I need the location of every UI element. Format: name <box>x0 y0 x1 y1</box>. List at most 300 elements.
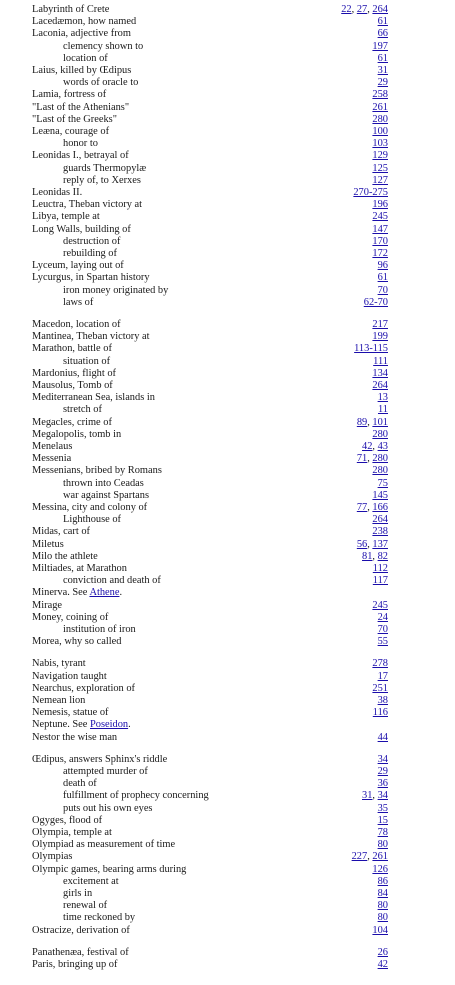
index-entry: Long Walls, building of <box>32 223 131 235</box>
page-references <box>378 636 388 648</box>
page-references <box>372 102 388 114</box>
index-entry: Lamia, fortress of <box>32 89 107 101</box>
index-entry: Mantinea, Theban victory at <box>32 331 150 343</box>
page-link[interactable]: 61 <box>377 272 388 284</box>
page-references <box>378 912 388 924</box>
index-entry: Leonidas I., betrayal of <box>32 150 129 162</box>
index-entry-row <box>0 53 455 65</box>
index-entry: Nearchus, exploration of <box>32 682 136 694</box>
page-link[interactable]: 89 <box>356 416 368 428</box>
page-link[interactable]: 31 <box>377 65 388 76</box>
page-references <box>378 959 388 971</box>
page-link[interactable]: 112 <box>372 563 388 574</box>
index-subentry: destruction of <box>63 235 121 247</box>
page-link[interactable]: 22 <box>341 4 352 15</box>
page-references <box>373 575 388 587</box>
page-references <box>354 343 388 355</box>
page-references <box>372 658 388 670</box>
index-entry-row <box>0 297 455 309</box>
index-entry-row <box>0 600 455 612</box>
index-entry: Miletus <box>32 538 64 550</box>
page-link[interactable]: 199 <box>372 331 388 343</box>
page-link[interactable]: 137 <box>372 538 388 550</box>
index-subentry: reply of, to Xerxes <box>63 174 141 186</box>
index-entry-row <box>0 441 455 453</box>
page-link[interactable]: 71 <box>356 453 368 465</box>
index-entry: Neptune. See Poseidon. <box>32 719 131 731</box>
page-references <box>372 150 388 162</box>
page-references <box>372 211 388 223</box>
index-entry: Leonidas II. <box>32 187 83 198</box>
page-link[interactable]: 43 <box>377 441 388 452</box>
index-subentry: fulfillment of prophecy concerning <box>63 790 209 802</box>
index-entry-row <box>0 925 455 937</box>
index-entry-row <box>0 211 455 223</box>
index-entry-row <box>0 815 455 827</box>
page-link[interactable]: 125 <box>372 162 388 174</box>
page-link[interactable]: 111 <box>373 355 388 367</box>
index-subentry: Lighthouse of <box>63 514 122 526</box>
page-references <box>372 683 388 695</box>
index-entry-row <box>0 175 455 187</box>
page-references <box>378 732 388 744</box>
page-references <box>372 224 388 236</box>
index-entry: Libya, temple at <box>32 211 100 223</box>
page-link[interactable]: 26 <box>377 946 388 958</box>
index-subentry: thrown into Ceadas <box>63 477 144 489</box>
index-subentry: rebuilding of <box>63 248 117 259</box>
page-references <box>372 41 388 53</box>
index-entry: Ogyges, flood of <box>32 814 103 826</box>
index-entry: Œdipus, answers Sphinx's riddle <box>32 753 168 765</box>
page-references <box>378 16 388 28</box>
index-entry: Olympias <box>32 851 73 863</box>
index-entry-row <box>0 754 455 766</box>
index-subentry: girls in <box>63 888 93 899</box>
index-entry-row <box>0 150 455 162</box>
page-link[interactable]: 78 <box>377 827 388 838</box>
page-references <box>372 429 388 441</box>
index-entry-row <box>0 138 455 150</box>
index-entry: Megalopolis, tomb in <box>32 428 122 440</box>
index-entry: Nemean lion <box>32 695 86 706</box>
page-link[interactable]: 245 <box>372 211 388 223</box>
page-link[interactable]: 70 <box>377 284 388 296</box>
index-entry-row <box>0 947 455 959</box>
index-entry: Menelaus <box>32 441 73 452</box>
index-entry-row <box>0 404 455 416</box>
page-link[interactable]: 103 <box>372 138 388 150</box>
page-references <box>378 754 388 766</box>
page-link[interactable]: 29 <box>377 77 388 89</box>
page-link[interactable]: 11 <box>377 404 388 416</box>
page-references <box>372 380 388 392</box>
page-link[interactable]: 170 <box>372 235 388 247</box>
index-entry: Milo the athlete <box>32 550 98 562</box>
page-link[interactable]: 113-115 <box>354 343 388 355</box>
page-references <box>378 272 388 284</box>
index-entry-row <box>0 126 455 138</box>
page-link[interactable]: 75 <box>377 477 388 489</box>
page-references <box>378 803 388 815</box>
page-references <box>378 285 388 297</box>
index-entry-row <box>0 502 455 514</box>
page-link[interactable]: 104 <box>372 924 388 936</box>
index-entry-row <box>0 732 455 744</box>
page-references <box>378 404 388 416</box>
index-entry-row <box>0 803 455 815</box>
index-entry-row <box>0 102 455 114</box>
page-references <box>372 114 388 126</box>
index-entry: Messenians, bribed by Romans <box>32 465 162 477</box>
page-link[interactable]: 258 <box>372 89 388 101</box>
page-references <box>378 778 388 790</box>
index-entry-row <box>0 671 455 683</box>
see-also-link[interactable]: Athene <box>89 587 120 599</box>
index-entry: Paris, bringing up of <box>32 959 118 970</box>
page-references <box>372 864 388 876</box>
index-entry: Mardonius, flight of <box>32 367 116 379</box>
page-link[interactable]: 261 <box>372 101 388 113</box>
page-link[interactable]: 86 <box>377 875 388 887</box>
index-entry: Olympic games, bearing arms during <box>32 863 187 875</box>
index-subentry: excitement at <box>63 875 119 887</box>
index-entry-row <box>0 876 455 888</box>
page-references: 81, 82 <box>362 550 388 562</box>
page-references <box>378 624 388 636</box>
page-link[interactable]: 166 <box>372 502 388 513</box>
page-references <box>373 563 388 575</box>
index-entry-row <box>0 224 455 236</box>
index-entry: Leæna, courage of <box>32 126 110 137</box>
page-link[interactable]: 100 <box>372 126 388 137</box>
index-entry-row <box>0 272 455 284</box>
index-entry: Mediterranean Sea, islands in <box>32 392 155 404</box>
page-link[interactable]: 145 <box>372 489 388 501</box>
index-entry-row <box>0 380 455 392</box>
page-link[interactable]: 245 <box>372 599 388 611</box>
page-references <box>372 126 388 138</box>
page-references <box>373 707 388 719</box>
page-link[interactable]: 278 <box>372 658 388 670</box>
page-link[interactable]: 134 <box>372 367 388 379</box>
index-entry: Navigation taught <box>32 670 107 682</box>
index-subentry: conviction and death of <box>63 575 161 587</box>
index-subentry: iron money originated by <box>63 284 169 296</box>
index-entry-row <box>0 766 455 778</box>
index-subentry: laws of <box>63 296 94 308</box>
index-entry: Olympia, temple at <box>32 827 112 838</box>
index-entry: Olympiad as measurement of time <box>32 839 176 851</box>
index-entry-row <box>0 77 455 89</box>
index-entry: Macedon, location of <box>32 319 121 330</box>
page-references <box>372 248 388 260</box>
index-entry-row <box>0 587 455 599</box>
page-references <box>378 947 388 959</box>
page-link[interactable]: 197 <box>372 40 388 52</box>
page-references <box>378 671 388 683</box>
page-references: 31, 34 <box>362 790 388 802</box>
index-entry-row <box>0 539 455 551</box>
page-link[interactable]: 261 <box>372 851 388 863</box>
index-entry-row <box>0 343 455 355</box>
index-entry-row <box>0 575 455 587</box>
index-entry-row <box>0 514 455 526</box>
index-entry: Leuctra, Theban victory at <box>32 199 143 211</box>
page-references <box>378 827 388 839</box>
page-link[interactable]: 280 <box>372 465 388 477</box>
page-link[interactable]: 17 <box>377 670 388 682</box>
page-link[interactable]: 13 <box>377 392 388 404</box>
index-entry: Mausolus, Tomb of <box>32 380 113 391</box>
index-subentry: honor to <box>63 138 98 150</box>
page-references <box>364 297 388 309</box>
index-entry-row <box>0 65 455 77</box>
page-link[interactable]: 280 <box>372 113 388 125</box>
index-entry-row <box>0 163 455 175</box>
page-references <box>378 53 388 65</box>
page-link[interactable]: 264 <box>372 380 388 391</box>
index-entry: Messenia <box>32 453 72 465</box>
index-entry: Laconia, adjective from <box>32 28 131 40</box>
page-link[interactable]: 227 <box>351 851 368 863</box>
page-references <box>378 695 388 707</box>
page-references <box>378 478 388 490</box>
page-references <box>378 900 388 912</box>
index-entry-row <box>0 888 455 900</box>
page-references <box>372 331 388 343</box>
page-references <box>372 199 388 211</box>
index-entry-row <box>0 839 455 851</box>
index-entry: Minerva. See Athene. <box>32 587 123 599</box>
page-references: 22, 27, 264 <box>341 4 388 15</box>
index-subentry: time reckoned by <box>63 912 136 924</box>
page-link[interactable]: 270-275 <box>353 187 388 198</box>
page-link[interactable]: 264 <box>372 514 388 526</box>
page-link[interactable]: 116 <box>372 707 388 719</box>
index-entry-row <box>0 89 455 101</box>
page-references <box>378 876 388 888</box>
page-link[interactable]: 129 <box>372 150 388 162</box>
index-entry: Midas, cart of <box>32 526 90 538</box>
index-subentry: institution of iron <box>63 624 136 635</box>
page-link[interactable]: 101 <box>372 416 388 428</box>
index-entry-row <box>0 478 455 490</box>
index-entry: Ostracize, derivation of <box>32 924 130 936</box>
page-link[interactable]: 34 <box>377 753 388 765</box>
index-entry: "Last of the Athenians" <box>32 101 130 113</box>
index-entry-row <box>0 526 455 538</box>
page-link[interactable]: 80 <box>377 839 388 851</box>
index-entry-row <box>0 356 455 368</box>
page-references: 227, 261 <box>351 851 388 863</box>
page-references <box>372 138 388 150</box>
page-references <box>378 77 388 89</box>
page-link[interactable]: 280 <box>372 453 388 465</box>
index-entry-row <box>0 453 455 465</box>
index-entry-row <box>0 248 455 260</box>
index-entry: Miltiades, at Marathon <box>32 563 127 574</box>
page-link[interactable]: 280 <box>372 428 388 440</box>
page-references <box>372 465 388 477</box>
index-entry-row <box>0 695 455 707</box>
page-link[interactable]: 27 <box>356 4 368 15</box>
index-entry: Megacles, crime of <box>32 416 112 428</box>
page-link[interactable]: 196 <box>372 199 388 211</box>
page-link[interactable]: 34 <box>377 790 388 802</box>
index-entry: Money, coining of <box>32 611 109 623</box>
index-entry: Messina, city and colony of <box>32 502 148 513</box>
index-entry-row <box>0 236 455 248</box>
index-entry: Labyrinth of Crete <box>32 4 110 15</box>
page-link[interactable]: 96 <box>377 260 388 272</box>
index-entry-row <box>0 864 455 876</box>
page-link[interactable]: 251 <box>372 682 388 694</box>
page-references <box>372 925 388 937</box>
page-references: 77, 166 <box>356 502 388 513</box>
index-subentry: attempted murder of <box>63 766 148 777</box>
page-references <box>372 89 388 101</box>
index-entry-row <box>0 319 455 331</box>
index-entry-row <box>0 612 455 624</box>
index-subentry: renewal of <box>63 900 108 912</box>
index-entry-row <box>0 683 455 695</box>
page-link[interactable]: 42 <box>377 959 388 970</box>
page-link[interactable]: 217 <box>372 319 388 330</box>
index-entry: Nestor the wise man <box>32 731 118 743</box>
page-references: 71, 280 <box>356 453 388 465</box>
index-subentry: location of <box>63 52 108 64</box>
index-subentry: war against Spartans <box>63 489 149 501</box>
page-references <box>372 163 388 175</box>
page-link[interactable]: 147 <box>372 223 388 235</box>
page-link[interactable]: 36 <box>377 778 388 790</box>
page-references <box>372 514 388 526</box>
index-subentry: stretch of <box>63 404 102 416</box>
page-references <box>378 612 388 624</box>
page-references <box>378 766 388 778</box>
index-entry: Laius, killed by Œdipus <box>32 65 132 76</box>
index-entry: Lyceum, laying out of <box>32 260 124 272</box>
index-subentry: death of <box>63 778 97 790</box>
see-also-link[interactable]: Poseidon <box>90 719 129 731</box>
index-entry: Panathenæa, festival of <box>32 946 129 958</box>
index-entry: Nabis, tyrant <box>32 658 86 670</box>
index-entry-row <box>0 187 455 199</box>
index-subentry: words of oracle to <box>63 77 139 89</box>
page-link[interactable]: 38 <box>377 695 388 706</box>
page-references <box>372 368 388 380</box>
index-entry-row <box>0 199 455 211</box>
index-entry-row <box>0 827 455 839</box>
page-references <box>372 490 388 502</box>
index-entry-row <box>0 790 455 802</box>
index-subentry: guards Thermopylæ <box>63 162 147 174</box>
index-subentry: clemency shown to <box>63 40 144 52</box>
index-entry-row <box>0 28 455 40</box>
index-entry-row <box>0 392 455 404</box>
page-link[interactable]: 84 <box>377 888 388 899</box>
page-references <box>378 65 388 77</box>
page-link[interactable]: 61 <box>377 52 388 64</box>
index-entry-row <box>0 624 455 636</box>
index-entry-row <box>0 429 455 441</box>
page-link[interactable]: 29 <box>377 766 388 777</box>
index-entry-row <box>0 4 455 16</box>
page-references <box>378 815 388 827</box>
page-link[interactable]: 81 <box>362 550 373 562</box>
index-entry: Morea, why so called <box>32 636 122 648</box>
index-entry: Lycurgus, in Spartan history <box>32 272 150 284</box>
index-entry-row <box>0 563 455 575</box>
page-references <box>373 356 388 368</box>
page-references: 42, 43 <box>362 441 388 452</box>
index-entry-row <box>0 285 455 297</box>
index-entry-row <box>0 490 455 502</box>
page-link[interactable]: 24 <box>377 611 388 623</box>
page-link[interactable]: 66 <box>377 28 388 40</box>
page-link[interactable]: 62-70 <box>363 296 388 308</box>
page-link[interactable]: 70 <box>377 624 388 635</box>
page-link[interactable]: 80 <box>377 912 388 924</box>
page-link[interactable]: 126 <box>372 863 388 875</box>
index-entry-row <box>0 636 455 648</box>
index-entry-row <box>0 707 455 719</box>
page-link[interactable]: 264 <box>372 4 388 15</box>
page-link[interactable]: 82 <box>377 550 388 562</box>
index-entry-row <box>0 719 455 731</box>
index-subentry: puts out his own eyes <box>63 802 153 814</box>
page-link[interactable]: 77 <box>356 502 368 513</box>
page-references: 56, 137 <box>356 538 388 550</box>
page-link[interactable]: 35 <box>377 802 388 814</box>
page-references <box>378 392 388 404</box>
page-link[interactable]: 42 <box>362 441 373 452</box>
index-entry: Lacedæmon, how named <box>32 16 137 28</box>
index-entry-row <box>0 331 455 343</box>
index-entry-row <box>0 778 455 790</box>
index-entry-row <box>0 16 455 28</box>
page-link[interactable]: 172 <box>372 248 388 259</box>
page-link[interactable]: 127 <box>372 174 388 186</box>
index-entry-row <box>0 260 455 272</box>
page-references <box>378 888 388 900</box>
page-link[interactable]: 15 <box>377 814 388 826</box>
page-link[interactable]: 117 <box>372 575 388 587</box>
index-entry: Mirage <box>32 599 63 611</box>
index-entry-row <box>0 551 455 563</box>
page-references <box>378 28 388 40</box>
index-entry: "Last of the Greeks" <box>32 113 117 125</box>
index-entry-row <box>0 417 455 429</box>
index-entry-row <box>0 368 455 380</box>
page-references <box>372 236 388 248</box>
index-entry-row <box>0 959 455 971</box>
page-link[interactable]: 56 <box>356 538 368 550</box>
index-entry-row <box>0 114 455 126</box>
index-entry: Marathon, battle of <box>32 343 112 355</box>
page-link[interactable]: 61 <box>377 16 388 28</box>
page-link[interactable]: 238 <box>372 526 388 538</box>
page-references <box>372 319 388 331</box>
page-link[interactable]: 55 <box>377 636 388 648</box>
page-link[interactable]: 80 <box>377 900 388 912</box>
index-entry-row <box>0 912 455 924</box>
page-references <box>372 600 388 612</box>
page-link[interactable]: 31 <box>362 790 373 802</box>
page-link[interactable]: 44 <box>377 731 388 743</box>
index-subentry: situation of <box>63 355 111 367</box>
